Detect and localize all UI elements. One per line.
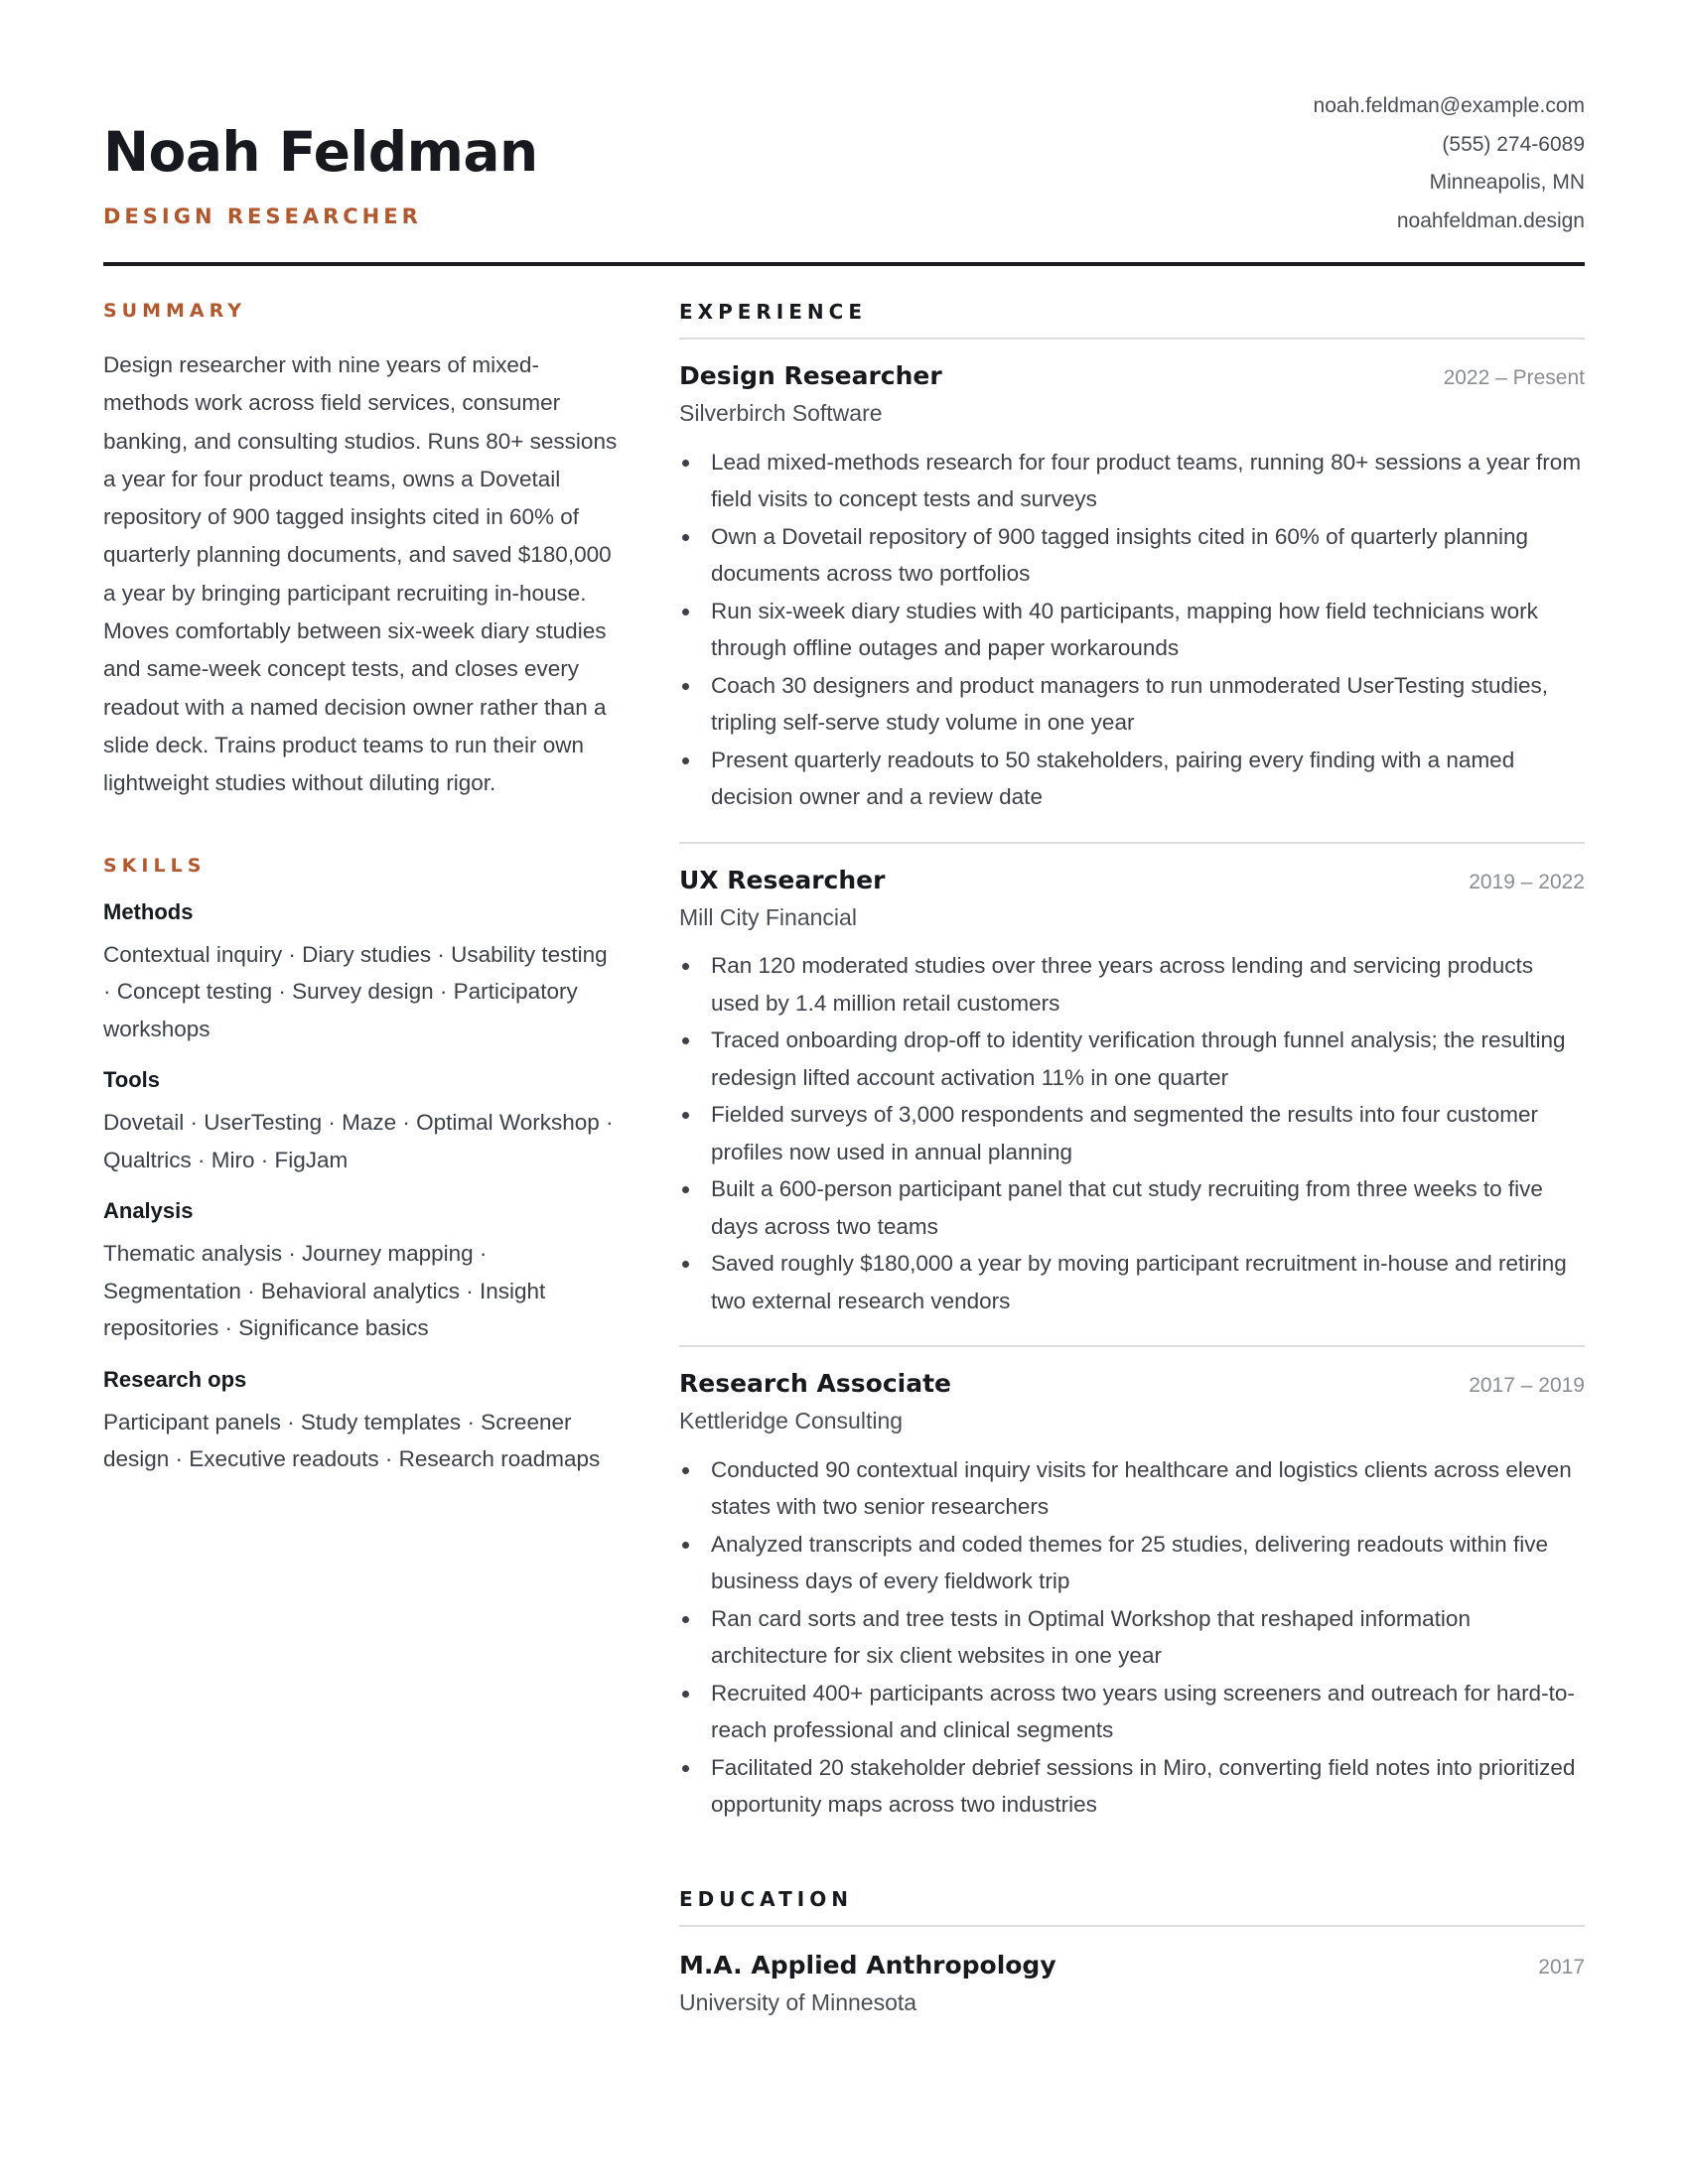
summary-heading: SUMMARY	[103, 300, 246, 322]
summary-text: Design researcher with nine years of mixed-methods work across field services, consumer banking, and consulting studios. Runs 80+ sessions a year for four product teams, owns a Dovetail repository of 900 tagged insights cited in 60% of quarterly planning documents, and saved $180,000 a year by bringing participant recruiting in-house. Moves comfortably between six-week diary studies and same-week concept tests, and closes every readout with a named decision owner rather than a slide deck. Trains product teams to run their own lightweight studies without diluting rigor.	[103, 352, 618, 796]
contact-block	[1314, 87, 1585, 240]
skills-heading: SKILLS	[103, 854, 207, 877]
job-bullet: Conducted 90 contextual inquiry visits for healthcare and logistics clients across eleven states with two senior researchers	[679, 1451, 1585, 1526]
job-title: UX Researcher	[679, 865, 886, 894]
right-column	[679, 302, 1585, 2016]
skills-section	[103, 854, 620, 1478]
skill-group-research-ops	[103, 1366, 620, 1478]
job-title: Research Associate	[679, 1369, 952, 1399]
job-dates: 2022 – Present	[1443, 366, 1585, 389]
job-bullet: Saved roughly $180,000 a year by moving participant recruitment in-house and retiring two external research vendors	[679, 1245, 1585, 1319]
job-company: Silverbirch Software	[679, 400, 883, 426]
job-bullet: Fielded surveys of 3,000 respondents and segmented the results into four customer profiles now used in annual planning	[679, 1096, 1585, 1170]
job-bullet: Traced onboarding drop-off to identity verification through funnel analysis; the resulting redesign lifted account activation 11% in one quarter	[679, 1022, 1585, 1096]
job-bullet: Coach 30 designers and product managers to run unmoderated UserTesting studies, tripling self-serve study volume in one year	[679, 667, 1585, 742]
candidate-name: Noah Feldman	[103, 120, 538, 184]
education-entry	[679, 1927, 1585, 2016]
skill-group-title: Methods	[103, 898, 194, 924]
job-dates: 2017 – 2019	[1469, 1374, 1585, 1398]
contact-website[interactable]: noahfeldman.design	[1396, 208, 1585, 232]
job-bullets	[679, 444, 1585, 816]
job-bullet: Ran 120 moderated studies over three years across lending and servicing products used by 1.4 million retail customers	[679, 947, 1585, 1022]
education-section	[679, 1886, 1585, 2016]
candidate-role: DESIGN RESEARCHER	[103, 205, 422, 228]
skill-group-title: Research ops	[103, 1366, 247, 1392]
contact-email[interactable]: noah.feldman@example.com	[1313, 94, 1585, 117]
job-entry	[679, 340, 1585, 844]
skill-group-analysis	[103, 1200, 620, 1347]
contact-phone: (555) 274-6089	[1442, 132, 1585, 156]
job-bullet: Present quarterly readouts to 50 stakeholders, pairing every finding with a named decision owner and a review date	[679, 742, 1585, 816]
education-heading: EDUCATION	[679, 1889, 1585, 1927]
skill-group-items: Participant panels · Study templates · Screener design · Executive readouts · Research roadmaps	[103, 1409, 601, 1472]
skill-group-methods	[103, 898, 620, 1048]
job-bullets	[679, 947, 1585, 1319]
resume-page	[103, 87, 1585, 2015]
job-header	[679, 361, 1585, 390]
job-company: Kettleridge Consulting	[679, 1408, 904, 1434]
job-bullet: Lead mixed-methods research for four product teams, running 80+ sessions a year from field visits to concept tests and surveys	[679, 444, 1585, 518]
experience-section	[679, 302, 1585, 1824]
resume-header	[103, 87, 1585, 266]
education-degree: M.A. Applied Anthropology	[679, 1950, 1056, 1979]
job-bullet: Recruited 400+ participants across two years using screeners and outreach for hard-to-reach professional and clinical segments	[679, 1675, 1585, 1749]
job-dates: 2019 – 2022	[1469, 870, 1585, 893]
experience-heading: EXPERIENCE	[679, 302, 1585, 340]
education-school: University of Minnesota	[679, 1988, 917, 2015]
skill-group-title: Tools	[103, 1067, 161, 1093]
job-bullet: Run six-week diary studies with 40 participants, mapping how field technicians work through offline outages and paper workarounds	[679, 593, 1585, 667]
job-bullets	[679, 1451, 1585, 1824]
job-header	[679, 866, 1585, 894]
skill-group-items: Dovetail · UserTesting · Maze · Optimal Workshop · Qualtrics · Miro · FigJam	[103, 1110, 614, 1172]
contact-location: Minneapolis, MN	[1429, 171, 1585, 194]
job-entry	[679, 844, 1585, 1348]
job-entry	[679, 1347, 1585, 1824]
job-bullet: Own a Dovetail repository of 900 tagged insights cited in 60% of quarterly planning documents across two portfolios	[679, 518, 1585, 593]
job-company: Mill City Financial	[679, 903, 857, 930]
job-bullet: Analyzed transcripts and coded themes for 25 studies, delivering readouts within five business days of every fieldwork trip	[679, 1526, 1585, 1600]
summary-section	[103, 302, 620, 803]
skill-group-items: Thematic analysis · Journey mapping · Segmentation · Behavioral analytics · Insight repositories · Significance basics	[103, 1241, 546, 1341]
education-header	[679, 1951, 1585, 1979]
job-bullet: Ran card sorts and tree tests in Optimal Workshop that reshaped information architecture for six client websites in one year	[679, 1600, 1585, 1675]
left-column	[103, 302, 620, 1478]
education-year: 2017	[1538, 1955, 1585, 1979]
job-bullet: Facilitated 20 stakeholder debrief sessions in Miro, converting field notes into prioritized opportunity maps across two industries	[679, 1749, 1585, 1824]
skill-group-title: Analysis	[103, 1198, 194, 1224]
skill-group-tools	[103, 1069, 620, 1178]
job-title: Design Researcher	[679, 361, 942, 390]
job-bullet: Built a 600-person participant panel that cut study recruiting from three weeks to five days across two teams	[679, 1170, 1585, 1245]
job-header	[679, 1369, 1585, 1398]
skill-group-items: Contextual inquiry · Diary studies · Usability testing · Concept testing · Survey design · Participatory workshops	[103, 941, 608, 1041]
